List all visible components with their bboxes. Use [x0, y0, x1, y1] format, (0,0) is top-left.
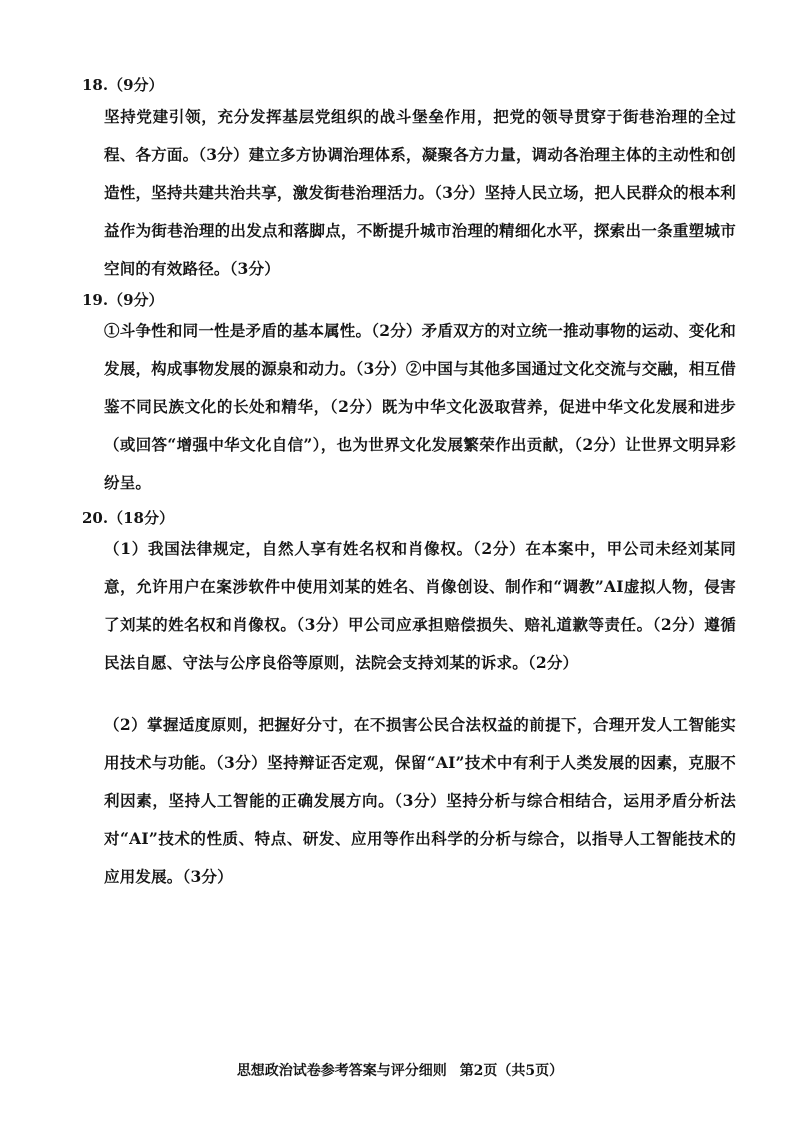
question-20-part-1-answer: （1）我国法律规定，自然人享有姓名权和肖像权。（2分）在本案中，甲公司未经刘某同意，允许用户在案涉软件中使用刘某的姓名、肖像创设、制作和“调教”AI虚拟人物，侵害了刘某的姓名权和肖像权。（3分）甲公司应承担赔偿损失、赔礼道歉等责任。（2分）遵循民法自愿、守法与公序良俗等原则，法院会支持刘某的诉求。（2分）	[104, 539, 736, 672]
question-19-header: 19.（9分）	[82, 291, 164, 309]
footer-title: 思想政治试卷参考答案与评分细则	[236, 1063, 447, 1079]
question-18-header: 18.（9分）	[82, 76, 164, 94]
page-footer	[0, 1060, 800, 1080]
question-20-part-2-answer: （2）掌握适度原则，把握好分寸，在不损害公民合法权益的前提下，合理开发人工智能实用技术与功能。（3分）坚持辩证否定观，保留“AI”技术中有利于人类发展的因素，克服不利因素，坚持人工智能的正确发展方向。（3分）坚持分析与综合相结合，运用矛盾分析法对“AI”技术的性质、特点、研发、应用等作出科学的分析与综合，以指导人工智能技术的应用发展。（3分）	[104, 715, 736, 886]
footer-page-number: 第2页（共5页）	[459, 1063, 564, 1079]
question-20-header: 20.（18分）	[82, 509, 174, 527]
question-18-answer: 坚持党建引领，充分发挥基层党组织的战斗堡垒作用，把党的领导贯穿于街巷治理的全过程、各方面。（3分）建立多方协调治理体系，凝聚各方力量，调动各治理主体的主动性和创造性，坚持共建共治共享，激发街巷治理活力。（3分）坚持人民立场，把人民群众的根本利益作为街巷治理的出发点和落脚点，不断提升城市治理的精细化水平，探索出一条重塑城市空间的有效路径。（3分）	[104, 107, 736, 278]
question-19-answer: ①斗争性和同一性是矛盾的基本属性。（2分）矛盾双方的对立统一推动事物的运动、变化和发展，构成事物发展的源泉和动力。（3分）②中国与其他多国通过文化交流与交融，相互借鉴不同民族文化的长处和精华，（2分）既为中华文化汲取营养，促进中华文化发展和进步（或回答“增强中华文化自信”），也为世界文化发展繁荣作出贡献，（2分）让世界文明异彩纷呈。	[104, 321, 736, 492]
